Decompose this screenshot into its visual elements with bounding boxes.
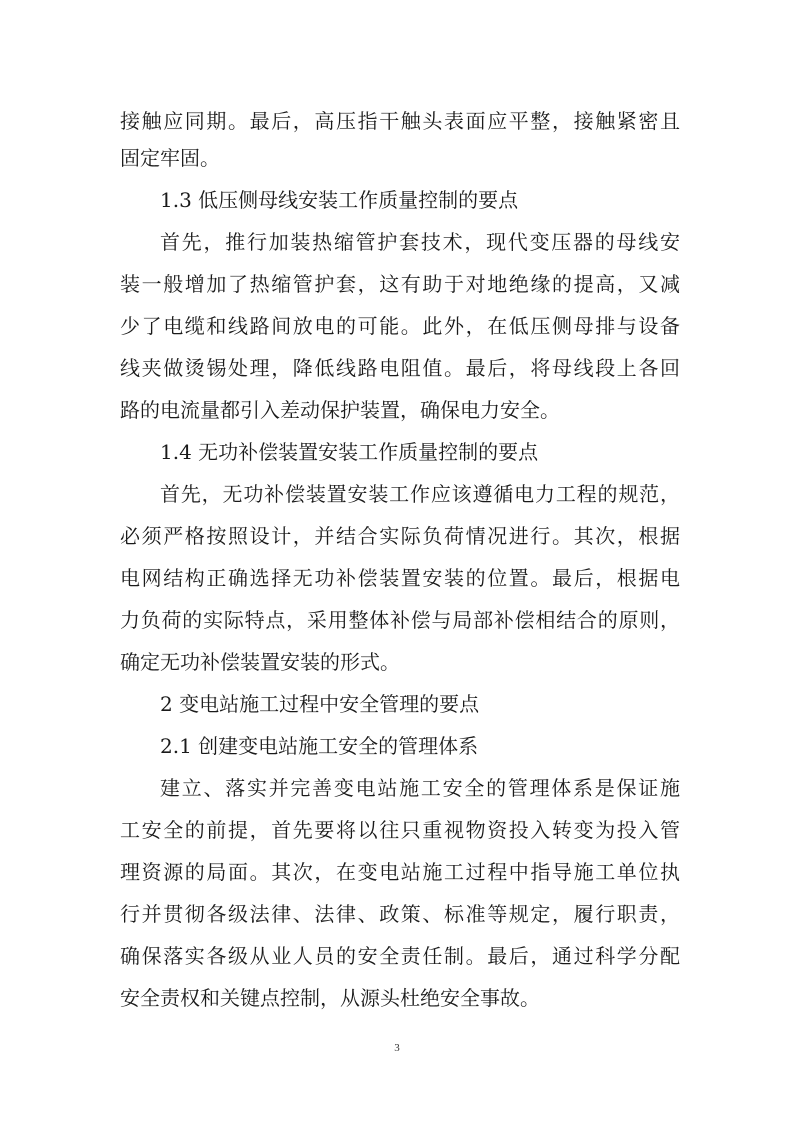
section-heading-2-1: 2.1 创建变电站施工安全的管理体系 bbox=[160, 734, 479, 758]
body-text-line: 首先，无功补偿装置安装工作应该遵循电力工程的规范， bbox=[160, 482, 680, 506]
section-heading-1-3: 1.3 低压侧母线安装工作质量控制的要点 bbox=[160, 188, 519, 212]
body-text-line: 必须严格按照设计，并结合实际负荷情况进行。其次，根据 bbox=[120, 524, 680, 548]
section-heading-2: 2 变电站施工过程中安全管理的要点 bbox=[160, 692, 480, 716]
body-text-line: 线夹做烫锡处理，降低线路电阻值。最后，将母线段上各回 bbox=[120, 356, 680, 380]
body-text-line: 装一般增加了热缩管护套，这有助于对地绝缘的提高，又减 bbox=[120, 272, 680, 296]
body-text-line: 确定无功补偿装置安装的形式。 bbox=[120, 650, 400, 674]
section-heading-1-4: 1.4 无功补偿装置安装工作质量控制的要点 bbox=[160, 440, 539, 464]
body-text-line: 首先，推行加装热缩管护套技术，现代变压器的母线安 bbox=[160, 230, 680, 254]
body-text-line: 理资源的局面。其次，在变电站施工过程中指导施工单位执 bbox=[120, 860, 680, 884]
body-text-line: 行并贯彻各级法律、法律、政策、标准等规定，履行职责， bbox=[120, 902, 680, 926]
body-text-line: 安全责权和关键点控制，从源头杜绝安全事故。 bbox=[120, 986, 540, 1010]
body-text-line: 固定牢固。 bbox=[120, 146, 220, 170]
body-text-line: 力负荷的实际特点，采用整体补偿与局部补偿相结合的原则， bbox=[120, 608, 680, 632]
page-number: 3 bbox=[394, 1042, 400, 1054]
body-text-line: 少了电缆和线路间放电的可能。此外，在低压侧母排与设备 bbox=[120, 314, 680, 338]
body-text-line: 确保落实各级从业人员的安全责任制。最后，通过科学分配 bbox=[120, 944, 680, 968]
body-text-line: 路的电流量都引入差动保护装置，确保电力安全。 bbox=[120, 398, 560, 422]
body-text-line: 接触应同期。最后，高压指干触头表面应平整，接触紧密且 bbox=[120, 109, 680, 133]
body-text-line: 建立、落实并完善变电站施工安全的管理体系是保证施 bbox=[160, 776, 680, 800]
body-text-line: 电网结构正确选择无功补偿装置安装的位置。最后，根据电 bbox=[120, 566, 680, 590]
body-text-line: 工安全的前提，首先要将以往只重视物资投入转变为投入管 bbox=[120, 818, 680, 842]
